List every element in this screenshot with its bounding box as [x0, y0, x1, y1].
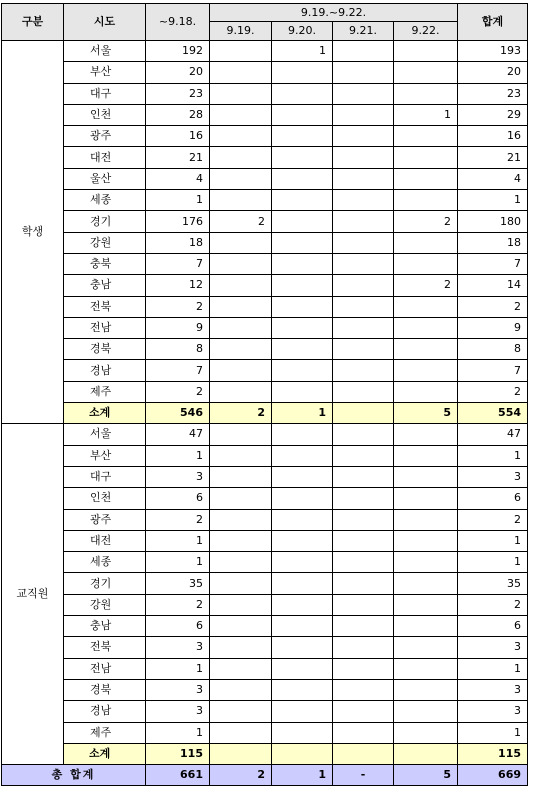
value-9-21: [333, 424, 394, 445]
value-until: 1: [146, 530, 210, 551]
value-9-21: [333, 679, 394, 700]
value-until: 3: [146, 679, 210, 700]
value-until: 2: [146, 296, 210, 317]
value-total: 20: [458, 62, 528, 83]
value-9-22: [394, 41, 458, 62]
region-cell: 충남: [64, 275, 146, 296]
header-until: ~9.18.: [146, 4, 210, 41]
region-cell: 경남: [64, 701, 146, 722]
value-9-20: [272, 62, 333, 83]
value-9-19: 2: [210, 765, 272, 786]
value-until: 176: [146, 211, 210, 232]
grand-total-label: 총 합계: [2, 765, 146, 786]
value-9-22: [394, 317, 458, 338]
value-until: 546: [146, 403, 210, 424]
value-total: 1: [458, 530, 528, 551]
table-row: [2, 616, 528, 637]
value-until: 3: [146, 466, 210, 487]
value-9-21: [333, 190, 394, 211]
value-9-19: [210, 253, 272, 274]
region-cell: 광주: [64, 509, 146, 530]
value-9-22: [394, 616, 458, 637]
value-9-21: [333, 62, 394, 83]
value-total: 3: [458, 701, 528, 722]
table-row: [2, 509, 528, 530]
value-total: 21: [458, 147, 528, 168]
value-9-22: [394, 679, 458, 700]
value-9-22: [394, 488, 458, 509]
value-total: 3: [458, 679, 528, 700]
value-9-19: [210, 126, 272, 147]
value-until: 192: [146, 41, 210, 62]
value-until: 35: [146, 573, 210, 594]
value-9-20: [272, 168, 333, 189]
value-9-19: [210, 232, 272, 253]
value-9-21: [333, 530, 394, 551]
region-cell: 강원: [64, 594, 146, 615]
value-total: 1: [458, 658, 528, 679]
region-cell: 대전: [64, 530, 146, 551]
value-total: 1: [458, 552, 528, 573]
value-until: 9: [146, 317, 210, 338]
value-9-20: [272, 83, 333, 104]
table-row: [2, 211, 528, 232]
value-9-22: [394, 573, 458, 594]
value-until: 1: [146, 552, 210, 573]
value-9-22: 2: [394, 211, 458, 232]
value-until: 16: [146, 126, 210, 147]
category-cell: 교직원: [2, 424, 64, 765]
header-day: 9.22.: [394, 22, 458, 41]
value-9-20: [272, 743, 333, 764]
value-total: 1: [458, 190, 528, 211]
region-cell: 인천: [64, 488, 146, 509]
header-day: 9.21.: [333, 22, 394, 41]
value-until: 2: [146, 509, 210, 530]
value-9-22: [394, 530, 458, 551]
value-9-20: [272, 679, 333, 700]
value-9-21: [333, 126, 394, 147]
value-until: 7: [146, 253, 210, 274]
value-9-19: [210, 509, 272, 530]
value-9-19: [210, 701, 272, 722]
value-9-20: [272, 573, 333, 594]
value-9-19: [210, 190, 272, 211]
value-9-19: [210, 62, 272, 83]
value-9-22: 5: [394, 403, 458, 424]
value-until: 4: [146, 168, 210, 189]
value-9-21: [333, 509, 394, 530]
value-until: 1: [146, 658, 210, 679]
value-9-19: [210, 594, 272, 615]
value-until: 47: [146, 424, 210, 445]
table-row: [2, 381, 528, 402]
value-9-21: [333, 232, 394, 253]
value-9-20: [272, 424, 333, 445]
value-9-21: [333, 445, 394, 466]
header-day: 9.19.: [210, 22, 272, 41]
subtotal-row: [2, 403, 528, 424]
region-cell: 제주: [64, 722, 146, 743]
value-until: 1: [146, 722, 210, 743]
value-until: 12: [146, 275, 210, 296]
table-row: [2, 530, 528, 551]
value-total: 6: [458, 488, 528, 509]
table-row: [2, 253, 528, 274]
value-9-21: [333, 104, 394, 125]
value-9-21: [333, 701, 394, 722]
value-total: 554: [458, 403, 528, 424]
value-9-21: [333, 743, 394, 764]
region-cell: 충북: [64, 253, 146, 274]
value-total: 29: [458, 104, 528, 125]
value-9-20: [272, 552, 333, 573]
value-9-22: [394, 62, 458, 83]
value-9-20: 1: [272, 765, 333, 786]
value-total: 669: [458, 765, 528, 786]
value-until: 661: [146, 765, 210, 786]
region-cell: 부산: [64, 62, 146, 83]
value-9-22: [394, 701, 458, 722]
value-total: 3: [458, 637, 528, 658]
value-total: 2: [458, 594, 528, 615]
value-9-19: [210, 637, 272, 658]
table-row: [2, 679, 528, 700]
category-cell: 학생: [2, 41, 64, 424]
value-total: 7: [458, 360, 528, 381]
value-9-22: [394, 466, 458, 487]
value-total: 3: [458, 466, 528, 487]
value-9-20: [272, 296, 333, 317]
value-9-21: [333, 616, 394, 637]
value-9-22: [394, 339, 458, 360]
region-cell: 서울: [64, 424, 146, 445]
value-9-21: [333, 83, 394, 104]
value-until: 6: [146, 488, 210, 509]
value-9-19: [210, 552, 272, 573]
region-cell: 전남: [64, 658, 146, 679]
value-total: 23: [458, 83, 528, 104]
table-row: [2, 317, 528, 338]
value-9-20: [272, 701, 333, 722]
value-total: 35: [458, 573, 528, 594]
value-9-20: [272, 211, 333, 232]
header-day: 9.20.: [272, 22, 333, 41]
value-9-19: [210, 743, 272, 764]
value-9-20: [272, 147, 333, 168]
value-9-21: [333, 637, 394, 658]
value-9-19: [210, 339, 272, 360]
value-9-21: [333, 594, 394, 615]
value-9-19: [210, 296, 272, 317]
value-until: 21: [146, 147, 210, 168]
table-row: [2, 360, 528, 381]
value-total: 8: [458, 339, 528, 360]
value-9-22: [394, 381, 458, 402]
region-cell: 경북: [64, 339, 146, 360]
value-9-19: [210, 360, 272, 381]
value-9-22: 2: [394, 275, 458, 296]
value-9-20: [272, 616, 333, 637]
grand-total-row: [2, 765, 528, 786]
value-9-20: [272, 253, 333, 274]
value-9-20: [272, 190, 333, 211]
value-9-22: [394, 147, 458, 168]
table-row: [2, 488, 528, 509]
value-9-21: [333, 466, 394, 487]
value-until: 20: [146, 62, 210, 83]
region-cell: 제주: [64, 381, 146, 402]
region-cell: 경북: [64, 679, 146, 700]
value-9-22: [394, 552, 458, 573]
value-9-19: [210, 573, 272, 594]
value-9-21: [333, 296, 394, 317]
value-9-19: [210, 530, 272, 551]
value-9-21: [333, 168, 394, 189]
table-row: [2, 701, 528, 722]
value-9-20: [272, 339, 333, 360]
value-until: 6: [146, 616, 210, 637]
table-row: [2, 424, 528, 445]
value-until: 2: [146, 594, 210, 615]
value-until: 7: [146, 360, 210, 381]
value-9-22: [394, 232, 458, 253]
value-9-22: [394, 658, 458, 679]
value-total: 2: [458, 296, 528, 317]
header-region: 시도: [64, 4, 146, 41]
value-9-19: [210, 445, 272, 466]
value-9-22: [394, 126, 458, 147]
region-cell: 전북: [64, 637, 146, 658]
value-9-19: [210, 168, 272, 189]
header-range: 9.19.~9.22.: [210, 4, 458, 22]
value-9-21: [333, 552, 394, 573]
region-cell: 경남: [64, 360, 146, 381]
region-cell: 울산: [64, 168, 146, 189]
value-9-21: [333, 722, 394, 743]
value-total: 47: [458, 424, 528, 445]
value-9-20: [272, 381, 333, 402]
value-9-21: [333, 275, 394, 296]
region-cell: 대구: [64, 466, 146, 487]
value-until: 2: [146, 381, 210, 402]
region-cell: 전남: [64, 317, 146, 338]
header-row-top: [2, 4, 528, 22]
value-total: 193: [458, 41, 528, 62]
value-total: 1: [458, 445, 528, 466]
value-9-19: [210, 317, 272, 338]
value-9-22: [394, 190, 458, 211]
value-9-20: [272, 637, 333, 658]
table-row: [2, 594, 528, 615]
value-9-21: [333, 147, 394, 168]
value-9-19: [210, 679, 272, 700]
value-9-20: [272, 466, 333, 487]
table-row: [2, 104, 528, 125]
value-9-21: [333, 658, 394, 679]
value-9-21: [333, 403, 394, 424]
value-9-21: [333, 41, 394, 62]
value-9-20: [272, 722, 333, 743]
value-total: 180: [458, 211, 528, 232]
value-9-22: [394, 168, 458, 189]
value-9-22: 1: [394, 104, 458, 125]
table-row: [2, 466, 528, 487]
value-total: 16: [458, 126, 528, 147]
value-total: 2: [458, 509, 528, 530]
table-row: [2, 552, 528, 573]
table-row: [2, 573, 528, 594]
value-total: 2: [458, 381, 528, 402]
value-until: 23: [146, 83, 210, 104]
header-category: 구분: [2, 4, 64, 41]
value-9-19: [210, 83, 272, 104]
value-9-19: [210, 466, 272, 487]
region-cell: 인천: [64, 104, 146, 125]
value-9-19: [210, 616, 272, 637]
value-9-19: [210, 658, 272, 679]
table-row: [2, 41, 528, 62]
table-row: [2, 658, 528, 679]
region-cell: 서울: [64, 41, 146, 62]
value-total: 1: [458, 722, 528, 743]
subtotal-label: 소계: [64, 743, 146, 764]
value-9-22: [394, 296, 458, 317]
value-9-22: [394, 722, 458, 743]
value-9-22: [394, 743, 458, 764]
table-row: [2, 445, 528, 466]
table-row: [2, 275, 528, 296]
value-until: 1: [146, 190, 210, 211]
table-row: [2, 339, 528, 360]
value-9-21: [333, 317, 394, 338]
value-9-22: [394, 360, 458, 381]
table-row: [2, 232, 528, 253]
value-until: 3: [146, 637, 210, 658]
region-cell: 대구: [64, 83, 146, 104]
value-until: 3: [146, 701, 210, 722]
value-9-20: [272, 488, 333, 509]
region-cell: 경기: [64, 573, 146, 594]
value-total: 6: [458, 616, 528, 637]
subtotal-label: 소계: [64, 403, 146, 424]
value-9-20: [272, 594, 333, 615]
value-9-19: [210, 722, 272, 743]
value-9-20: [272, 509, 333, 530]
table-row: [2, 168, 528, 189]
value-9-20: [272, 658, 333, 679]
value-9-20: [272, 104, 333, 125]
value-9-19: [210, 41, 272, 62]
cases-table: [1, 3, 528, 786]
table-row: [2, 296, 528, 317]
value-9-21: [333, 360, 394, 381]
value-total: 4: [458, 168, 528, 189]
value-9-21: [333, 381, 394, 402]
value-9-22: [394, 424, 458, 445]
value-9-22: [394, 594, 458, 615]
value-total: 9: [458, 317, 528, 338]
value-until: 115: [146, 743, 210, 764]
table-row: [2, 83, 528, 104]
value-9-21: [333, 488, 394, 509]
value-9-21: [333, 253, 394, 274]
region-cell: 충남: [64, 616, 146, 637]
value-until: 8: [146, 339, 210, 360]
value-until: 1: [146, 445, 210, 466]
region-cell: 광주: [64, 126, 146, 147]
value-9-20: 1: [272, 41, 333, 62]
table-row: [2, 126, 528, 147]
value-9-20: [272, 126, 333, 147]
table-row: [2, 147, 528, 168]
region-cell: 부산: [64, 445, 146, 466]
value-9-22: [394, 253, 458, 274]
value-9-19: [210, 104, 272, 125]
value-9-19: [210, 424, 272, 445]
value-9-19: 2: [210, 403, 272, 424]
region-cell: 경기: [64, 211, 146, 232]
value-9-20: [272, 530, 333, 551]
value-9-19: [210, 488, 272, 509]
region-cell: 세종: [64, 552, 146, 573]
value-9-20: [272, 445, 333, 466]
value-9-21: [333, 573, 394, 594]
table-body: [2, 41, 528, 786]
value-9-21: [333, 211, 394, 232]
value-9-22: [394, 445, 458, 466]
value-total: 115: [458, 743, 528, 764]
value-9-22: 5: [394, 765, 458, 786]
value-total: 14: [458, 275, 528, 296]
header-total: 합계: [458, 4, 528, 41]
value-9-22: [394, 509, 458, 530]
value-9-19: 2: [210, 211, 272, 232]
value-total: 18: [458, 232, 528, 253]
value-9-20: [272, 360, 333, 381]
value-9-22: [394, 637, 458, 658]
table-row: [2, 722, 528, 743]
value-9-20: [272, 232, 333, 253]
table-row: [2, 190, 528, 211]
value-9-19: [210, 381, 272, 402]
value-9-20: [272, 317, 333, 338]
value-until: 28: [146, 104, 210, 125]
value-9-20: 1: [272, 403, 333, 424]
subtotal-row: [2, 743, 528, 764]
region-cell: 세종: [64, 190, 146, 211]
region-cell: 대전: [64, 147, 146, 168]
region-cell: 전북: [64, 296, 146, 317]
value-9-19: [210, 275, 272, 296]
value-9-21: [333, 339, 394, 360]
value-9-21: -: [333, 765, 394, 786]
region-cell: 강원: [64, 232, 146, 253]
table-row: [2, 62, 528, 83]
value-until: 18: [146, 232, 210, 253]
value-9-22: [394, 83, 458, 104]
table-row: [2, 637, 528, 658]
value-9-19: [210, 147, 272, 168]
value-9-20: [272, 275, 333, 296]
value-total: 7: [458, 253, 528, 274]
